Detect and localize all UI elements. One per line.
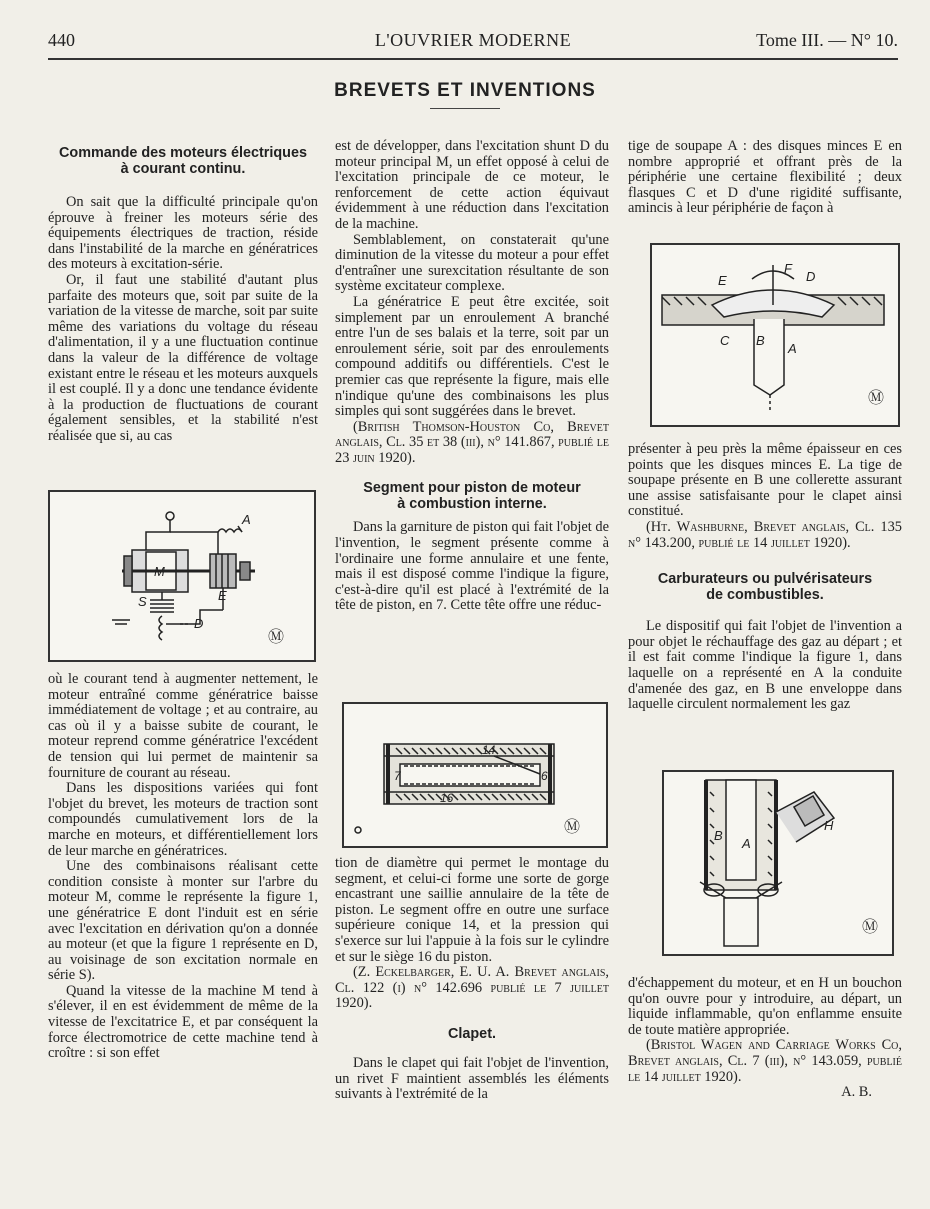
article-1-paragraph: Semblablement, on constaterait qu'une diminution de la vitesse du moteur a pour effet d'entraîner une surexcitation résultante de son système excitateur complexe.: [335, 231, 609, 295]
fig2-label-14: 14: [482, 743, 496, 757]
figure-piston-segment: [342, 702, 608, 848]
article-3-paragraph: Dans le clapet qui fait l'objet de l'invention, un rivet F maintient assemblés les éléments suivants à l'extrémité de la: [335, 1054, 609, 1103]
article-3-title: Clapet.: [448, 1025, 496, 1042]
article-3-paragraph: présenter à peu près la même épaisseur en ces points que les disques minces E. La tige de soupape présente en B une collerette assurant une assise satisfaisante pour le clapet ainsi constitué.: [628, 441, 902, 520]
fig3-label-F: F: [784, 261, 792, 276]
article-2-reference: (Z. Eckelbarger, E. U. A. Brevet anglais, Cl. 122 (i) n° 142.696 publié le 7 juillet 1920).: [335, 964, 609, 1012]
article-1-paragraph: On sait que la difficulté principale qu'on éprouve à freiner les moteurs série des équipements électriques de traction, réside dans l'instabilité de la marche en génératrices des moteurs à excitation-série.: [48, 194, 318, 273]
fig3-label-D: D: [806, 269, 816, 284]
author-signature: A. B.: [841, 1084, 872, 1101]
figure-carburetor: [662, 770, 894, 956]
figure-valve: [650, 243, 900, 427]
header-rule: [48, 58, 898, 60]
fig3-label-C: C: [720, 333, 730, 348]
article-4-reference: (Bristol Wagen and Carriage Works Co, Brevet anglais, Cl. 7 (iii), n° 143.059, publié le 14 juillet 1920).: [628, 1037, 902, 1085]
article-1-paragraph: Dans les dispositions variées qui font l'objet du brevet, les moteurs de traction sont compoundés cumulativement lors de la marche en moteurs, et différentiellement lors de leur marche en génératrices.: [48, 780, 318, 859]
fig3-label-B: B: [756, 333, 765, 348]
column-1-bottom: [48, 672, 318, 1062]
page-header: [48, 30, 898, 56]
article-1-paragraph: est de développer, dans l'excitation shunt D du moteur principal M, un effet opposé à celui de l'excitation principale de ce moteur, le renforcement de cette action équivaut évidemment à une réduction dans l'excitation de la machine.: [335, 138, 609, 232]
fig1-label-A: A: [242, 512, 251, 527]
article-1-reference: (British Thomson-Houston Co, Brevet anglais, Cl. 35 et 38 (iii), n° 141.867, publié le 23 juin 1920).: [335, 418, 609, 466]
fig2-label-6: 6: [541, 769, 548, 783]
article-3-reference: (Ht. Washburne, Brevet anglais, Cl. 135 n° 143.200, publié le 14 juillet 1920).: [628, 518, 902, 551]
column-3-bottom: [628, 976, 902, 1101]
title-underline: [430, 108, 500, 109]
column-3-middle: [628, 442, 902, 713]
fig3-label-E: E: [718, 273, 727, 288]
article-2-paragraph: Dans la garniture de piston qui fait l'objet de l'invention, le segment présente comme à l'ordinaire une forme annulaire et une fente, mais il est disposé comme l'indique la figure, c'est-à-dire qu'il est placé à l'extrémité de la tête de piston, en 7. Cette tête offre une réduc-: [335, 519, 609, 614]
fig1-label-E: E: [218, 588, 227, 603]
article-2-title: Segment pour piston de moteur à combustion interne.: [363, 480, 581, 513]
fig2-label-7: 7: [394, 769, 401, 783]
fig4-label-B: B: [714, 828, 723, 843]
fig4-label-H: H: [824, 818, 834, 833]
column-2-top: [335, 139, 609, 614]
issue-number: Tome III. — N° 10.: [756, 30, 898, 50]
svg-text:Ⓜ: Ⓜ: [268, 629, 285, 646]
article-3-paragraph: tige de soupape A : des disques minces E en nombre approprié et offrant près de la périphérie une certaine flexibilité ; deux flasques C et D d'une rigidité suffisante, amincis à leur périphérie de façon à: [628, 138, 902, 217]
article-1-title: Commande des moteurs électriques à courant continu.: [59, 145, 307, 177]
column-2-bottom: [335, 856, 609, 1103]
svg-text:Ⓜ: Ⓜ: [862, 919, 879, 936]
article-1-paragraph: Une des combinaisons réalisant cette condition consiste à monter sur l'arbre du moteur M, comme le représente la figure 1, une génératrice E dont l'induit est en série avec l'excitation en dérivation qu'on a donnée au moteur (et que la figure 1 représente en D, au voisinage de son excitation normale en série S).: [48, 858, 318, 984]
fig4-label-A: A: [742, 836, 751, 851]
fig1-label-M: M: [154, 564, 165, 579]
article-1-paragraph: où le courant tend à augmenter nettement, le moteur entraîné comme génératrice baisse immédiatement de voltage ; et au contraire, au cas où il y a baisse subite de courant, le moteur reprend comme génératrice l'excédent de tension qui lui permet de maintenir sa fourniture de courant au réseau.: [48, 671, 318, 781]
article-1-paragraph: Or, il faut une stabilité d'autant plus parfaite des moteurs que, soit par suite de la variation de la vitesse de marche, soit par suite même des variations du voltage du réseau d'alimentation, il y a une fluctuation continue dans la valeur de la différence de voltage existant entre le réseau et les moteurs auxquels il est couplé. Il y a donc une tendance évidente à la production de fluctuations de courant également sensibles, et la stabilité n'est réalisée que si, au cas: [48, 271, 318, 444]
article-1-paragraph: Quand la vitesse de la machine M tend à s'élever, il en est évidemment de même de la vitesse de l'excitatrice E, et par conséquent la force électromotrice de cette machine tend à croître : si son effet: [48, 982, 318, 1062]
figure-motor: [48, 490, 316, 662]
column-1-top: [48, 145, 318, 445]
page-number: 440: [48, 30, 75, 50]
fig1-label-D: D: [194, 616, 204, 631]
article-2-paragraph: tion de diamètre qui permet le montage du segment, et celui-ci forme une sorte de gorge encastrant une saillie annulaire de la tête de piston. Le segment offre en outre une surface supérieure conique 14, et la pression qui s'exerce sur lui l'appuie à la fois sur le cylindre et sur le siège 16 du piston.: [335, 855, 609, 965]
article-1-paragraph: La génératrice E peut être excitée, soit simplement par un enroulement A branché entre l'un de ses balais et la terre, soit par un enroulement série, soit par des enroulements compound additifs ou différentiels. C'est le premier cas que représente la figure, mais elle n'indique qu'une des combinaisons les plus simples qui sont suggérées dans le brevet.: [335, 293, 609, 420]
column-3-top: [628, 139, 902, 217]
fig3-label-A: A: [788, 341, 797, 356]
fig1-label-S: S: [138, 594, 147, 609]
section-title: BREVETS ET INVENTIONS: [334, 80, 596, 101]
article-4-paragraph: d'échappement du moteur, et en H un bouchon qu'on ouvre pour y introduire, au départ, un liquide inflammable, qu'on enflamme ensuite de toute matière appropriée.: [628, 975, 902, 1038]
svg-text:Ⓜ: Ⓜ: [564, 819, 581, 836]
journal-title: L'OUVRIER MODERNE: [374, 30, 572, 50]
article-4-title: Carburateurs ou pulvérisateurs de combustibles.: [657, 571, 873, 604]
fig2-label-16: 16: [440, 791, 454, 805]
article-4-paragraph: Le dispositif qui fait l'objet de l'invention a pour objet le réchauffage des gaz au départ ; et il est fait comme l'indique la figure 1, dans laquelle on a représenté en A la conduite d'amenée des gaz, en B une enveloppe dans laquelle circulent normalement les gaz: [628, 618, 902, 713]
svg-text:Ⓜ: Ⓜ: [868, 390, 885, 407]
